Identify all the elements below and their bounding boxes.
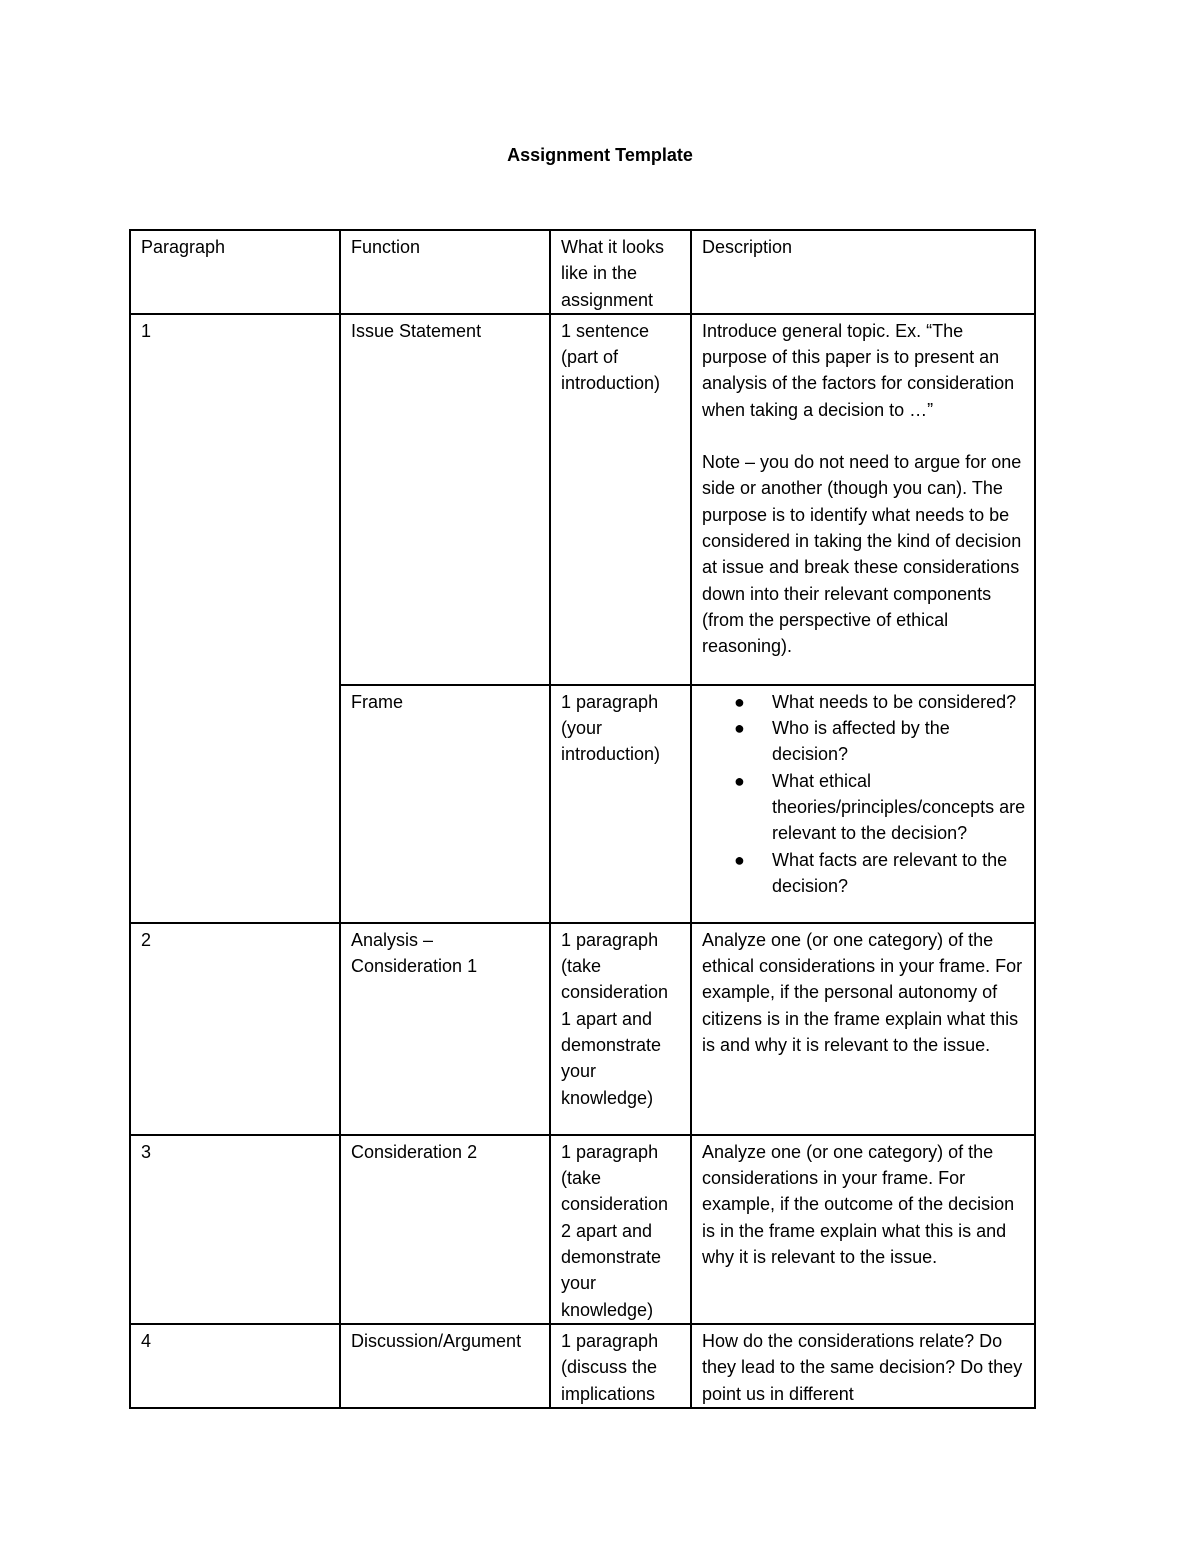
cell-function-frame: Frame: [340, 685, 550, 923]
table-row-analysis: [130, 923, 1035, 1135]
bullet-icon: ●: [734, 849, 745, 870]
cell-description-discussion: How do the considerations relate? Do they lead to the same decision? Do they point us in different: [691, 1324, 1035, 1408]
cell-paragraph-2: 2: [130, 923, 340, 1135]
cell-paragraph-4: 4: [130, 1324, 340, 1408]
cell-looks-discussion: 1 paragraph (discuss the implications: [550, 1324, 691, 1408]
page-title: Assignment Template: [507, 145, 693, 165]
cell-paragraph-3: 3: [130, 1135, 340, 1324]
header-looks: What it looks like in the assignment: [550, 230, 691, 314]
header-paragraph: Paragraph: [130, 230, 340, 314]
cell-description-consideration-2: Analyze one (or one category) of the considerations in your frame. For example, if the outcome of the decision is in the frame explain what this is and why it is relevant to the issue.: [691, 1135, 1035, 1324]
cell-paragraph-1: 1: [130, 314, 340, 923]
header-row: [130, 230, 1035, 314]
table-row-issue: [130, 314, 1035, 685]
header-function: Function: [340, 230, 550, 314]
cell-description-issue: [691, 314, 1035, 685]
cell-looks-consideration-2: 1 paragraph (take consideration 2 apart and demonstrate your knowledge): [550, 1135, 691, 1324]
description-issue-intro: Introduce general topic. Ex. “The purpose of this paper is to present an analysis of the factors for consideration when taking a decision to …”: [702, 320, 1015, 420]
cell-function-consideration-2: Consideration 2: [340, 1135, 550, 1324]
bullet-icon: ●: [734, 718, 745, 739]
cell-looks-issue: 1 sentence (part of introduction): [550, 314, 691, 685]
list-item: ● What needs to be considered?: [702, 689, 1030, 715]
table-row-discussion: [130, 1324, 1035, 1408]
list-item: ● Who is affected by the decision?: [702, 715, 1030, 768]
table-row-consideration-2: [130, 1135, 1035, 1324]
bullet-icon: ●: [734, 770, 745, 791]
cell-looks-frame: 1 paragraph (your introduction): [550, 685, 691, 923]
description-issue-note: Note – you do not need to argue for one side or another (though you can). The purpose is to identify what needs to be considered in taking the kind of decision at issue and break these considerations down into their relevant components (from the perspective of ethical reasoning).: [702, 452, 1022, 657]
bullet-icon: ●: [734, 691, 745, 712]
frame-bullet-list: [702, 689, 1030, 899]
cell-function-analysis: Analysis – Consideration 1: [340, 923, 550, 1135]
cell-function-issue: Issue Statement: [340, 314, 550, 685]
list-item: ● What facts are relevant to the decision?: [702, 847, 1030, 900]
cell-description-analysis: Analyze one (or one category) of the ethical considerations in your frame. For example, if the personal autonomy of citizens is in the frame explain what this is and why it is relevant to the issue.: [691, 923, 1035, 1135]
cell-description-frame: [691, 685, 1035, 923]
list-item: ● What ethical theories/principles/concepts are relevant to the decision?: [702, 768, 1030, 847]
header-description: Description: [691, 230, 1035, 314]
cell-function-discussion: Discussion/Argument: [340, 1324, 550, 1408]
cell-looks-analysis: 1 paragraph (take consideration 1 apart and demonstrate your knowledge): [550, 923, 691, 1135]
assignment-table: [129, 229, 1036, 1409]
